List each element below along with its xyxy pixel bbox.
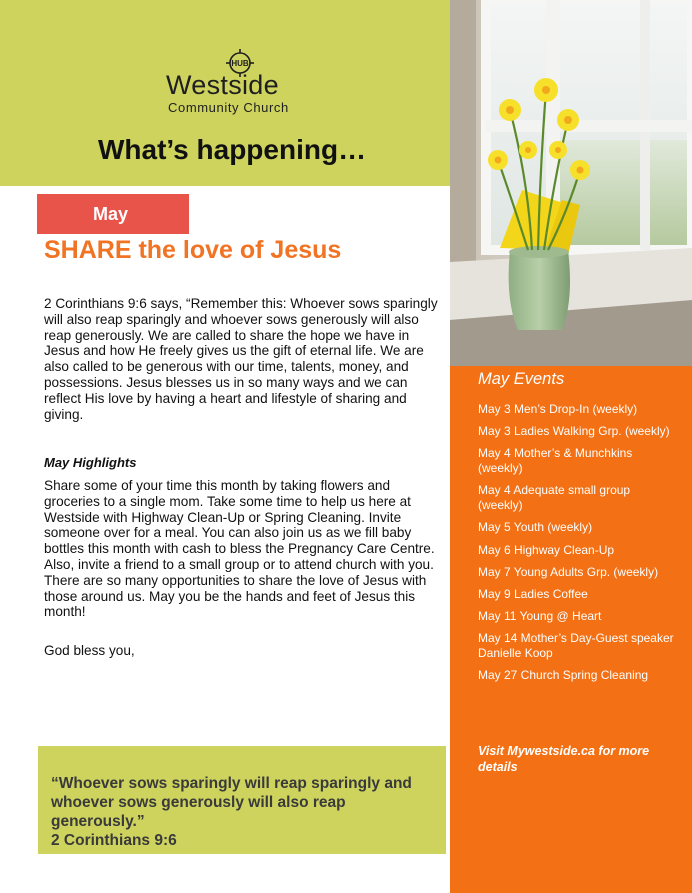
church-logo: [166, 48, 316, 118]
events-title: May Events: [478, 370, 565, 388]
event-item: May 7 Young Adults Grp. (weekly): [478, 564, 659, 579]
intro-text: 2 Corinthians 9:6 says, “Remember this: Whoever sows sparingly will also reap sparingly and whoever sows generously will also reap generously. We are called to share the hope we have in Jesus and how He freely gives us the gift of eternal life. We are also called to be generous with our time, talents, money, and possessions. Jesus blesses us in so many ways and we can reflect His love by having a heart and lifestyle of sharing and giving.: [44, 296, 438, 422]
event-item: May 14 Mother’s Day-Guest speaker Danielle Koop: [478, 631, 674, 661]
event-item: May 11 Young @ Heart: [478, 609, 602, 624]
quote-text: “Whoever sows sparingly will reap sparingly and whoever sows generously will also reap generously.”: [51, 775, 412, 830]
quote-box: [38, 746, 446, 854]
highlights-heading: May Highlights: [44, 455, 137, 470]
quote: [51, 774, 441, 850]
page-headline: What’s happening…: [98, 134, 367, 165]
events-sidebar: [450, 366, 692, 893]
event-item: May 6 Highway Clean-Up: [478, 542, 615, 557]
photo-illustration: [450, 0, 692, 366]
visit-website-text: Visit Mywestside.ca for more details: [478, 744, 650, 774]
highlights-paragraph: Share some of your time this month by taking flowers and groceries to a single mom. Take some time to help us here at Westside with Highway Clean-Up or Spring Cleaning. Invite someone over for a meal. You can also join us as we fill baby bottles this month with cash to bless the Pregnancy Care Centre. Also, invite a friend to a small group or to attend church with you. There are so many opportunities to share the love of Jesus with those around us. May you be the hands and feet of Jesus this month!: [44, 478, 435, 620]
event-item: May 4 Mother’s & Munchkins (weekly): [478, 446, 633, 476]
article-title: SHARE the love of Jesus: [44, 236, 342, 264]
event-item: May 9 Ladies Coffee: [478, 586, 588, 601]
month-banner: May: [37, 194, 189, 234]
logo-hub-text: HUB: [231, 59, 249, 68]
logo-name: Westside: [166, 70, 279, 100]
logo-subtitle: Community Church: [168, 100, 289, 115]
daffodils-window-photo: [450, 0, 692, 366]
quote-reference: 2 Corinthians 9:6: [51, 832, 177, 849]
event-item: May 5 Youth (weekly): [478, 520, 593, 535]
header-panel: [0, 0, 450, 186]
intro-paragraph: [44, 296, 444, 422]
event-item: May 3 Ladies Walking Grp. (weekly): [478, 424, 670, 439]
event-item: May 3 Men’s Drop-In (weekly): [478, 402, 638, 416]
event-item: May 27 Church Spring Cleaning: [478, 668, 649, 683]
event-list: [478, 402, 678, 690]
signoff: God bless you,: [44, 643, 135, 658]
event-item: May 4 Adequate small group (weekly): [478, 483, 631, 513]
